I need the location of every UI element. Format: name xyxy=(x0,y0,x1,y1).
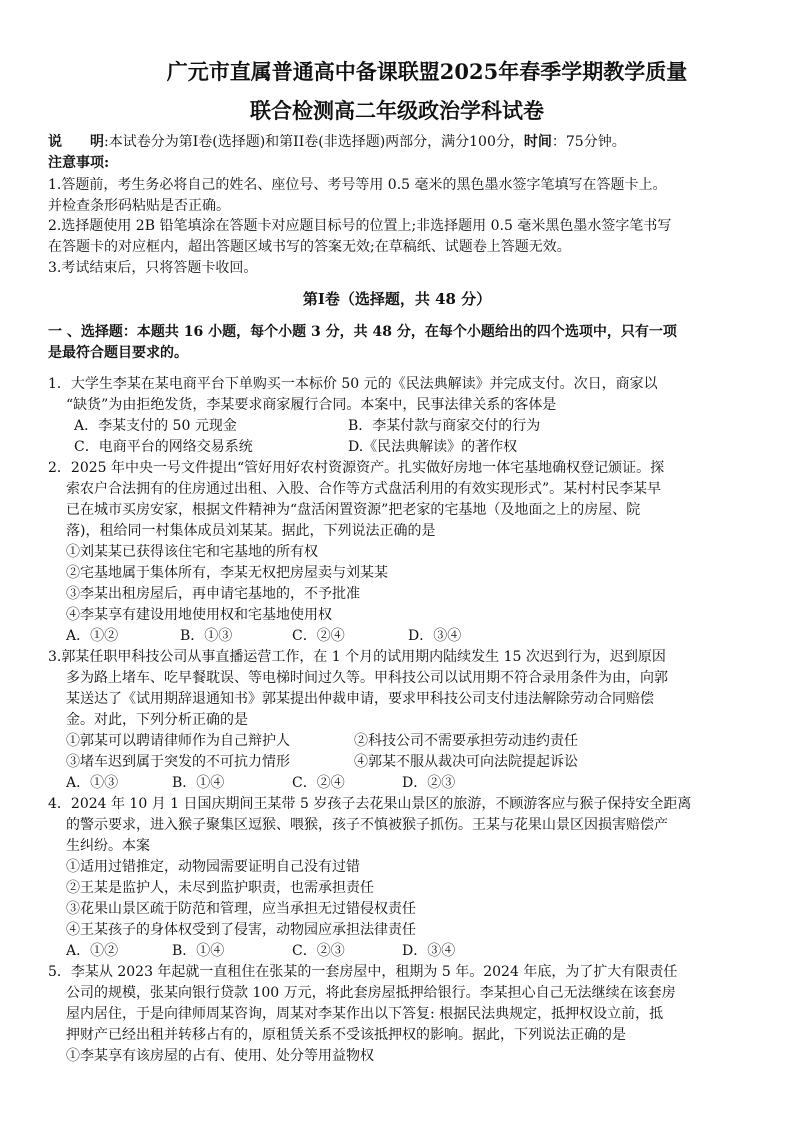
section-instruction: 是最符合题目要求的。 xyxy=(48,345,188,361)
question-5-text: 押财产已经出租并转移占有的，原租赁关系不受该抵押权的影响。据此，下列说法正确的是 xyxy=(66,1027,626,1043)
exam-title-line2: 联合检测高二年级政治学科试卷 xyxy=(250,98,544,123)
question-2-option-d: D．③④ xyxy=(408,628,462,644)
note-label: 说 明 xyxy=(48,134,104,150)
question-2-statement: ①刘某某已获得该住宅和宅基地的所有权 xyxy=(66,544,318,560)
attention-item: 1.答题前，考生务必将自己的姓名、座位号、考号等用 0.5 毫米的黑色墨水签字笔填写在答题卡上。 xyxy=(48,177,667,193)
exam-title-line1: 广元市直属普通高中备课联盟2025年春季学期教学质量 xyxy=(166,59,688,84)
time-label: 时间 xyxy=(523,134,552,150)
question-1-option-a: A．李某支付的 50 元现金 xyxy=(74,418,237,434)
question-3-text: 3.郭某任职甲科技公司从事直播运营工作，在 1 个月的试用期内陆续发生 15 次迟到行为，迟到原因 xyxy=(48,649,666,665)
question-2-text: 落)，租给同一村集体成员刘某某。据此，下列说法正确的是 xyxy=(66,523,436,539)
question-1-option-c: C．电商平台的网络交易系统 xyxy=(74,439,253,455)
question-2-text: 索农户合法拥有的住房通过出租、入股、合作等方式盘活利用的有效实现形式”。某村村民李某早 xyxy=(66,481,662,497)
question-1-text: “缺货”为由拒绝发货，李某要求商家履行合同。本案中，民事法律关系的客体是 xyxy=(66,397,557,413)
question-3-text: 某送达了《试用期辞退通知书》郭某提出仲裁申请，要求甲科技公司支付违法解除劳动合同赔偿 xyxy=(66,691,654,707)
attention-item: 3.考试结束后，只将答题卡收回。 xyxy=(48,260,258,276)
section-instruction: 一 、选择题：本题共 16 小题，每个小题 3 分，共 48 分，在每个小题给出的四个选项中，只有一项 xyxy=(48,324,677,340)
attention-item: 并检查条形码粘贴是否正确。 xyxy=(48,198,230,214)
question-4-option-c: C．②③ xyxy=(292,943,345,959)
question-4-statement: ④王某孩子的身体权受到了侵害，动物园应承担法律责任 xyxy=(66,922,416,938)
attention-item: 2.选择题使用 2B 铅笔填涂在答题卡对应题目标号的位置上;非选择题用 0.5 毫米黑色墨水签字笔书写 xyxy=(48,218,672,234)
question-1-option-d: D.《民法典解读》的著作权 xyxy=(348,439,518,455)
question-4-option-d: D．③④ xyxy=(402,943,456,959)
question-2-statement: ③李某出租房屋后，再申请宅基地的，不予批准 xyxy=(66,586,360,602)
question-3-option-d: D．②③ xyxy=(402,775,456,791)
time-value: ：75分钟。 xyxy=(551,134,626,150)
question-3-option-a: A．①③ xyxy=(66,775,119,791)
question-3-statement: ②科技公司不需要承担劳动违约责任 xyxy=(354,733,578,749)
attention-item: 在答题卡的对应框内，超出答题区域书写的答案无效;在草稿纸、试题卷上答题无效。 xyxy=(48,239,571,255)
question-4-text: 的警示要求，进入猴子聚集区逗猴、喂猴，孩子不慎被猴子抓伤。王某与花果山景区因损害赔偿产 xyxy=(66,817,668,833)
question-4-option-a: A．①② xyxy=(66,943,119,959)
question-4-text: 4．2024 年 10 月 1 日国庆期间王某带 5 岁孩子去花果山景区的旅游，不顾游客应与猴子保持安全距离 xyxy=(48,796,692,812)
question-3-text: 金。对此，下列分析正确的是 xyxy=(66,712,248,728)
question-4-statement: ①适用过错推定，动物园需要证明自己没有过错 xyxy=(66,859,360,875)
question-2-text: 2．2025 年中央一号文件提出“管好用好农村资源资产。扎实做好房地一体宅基地确权登记颁证。探 xyxy=(48,460,665,476)
question-1-option-b: B．李某付款与商家交付的行为 xyxy=(348,418,541,434)
question-1-text: 1．大学生李某在某电商平台下单购买一本标价 50 元的《民法典解读》并完成支付。次日，商家以 xyxy=(48,376,658,392)
question-3-statement: ③堵车迟到属于突发的不可抗力情形 xyxy=(66,754,290,770)
question-2-option-b: B．①③ xyxy=(180,628,233,644)
attention-heading: 注意事项: xyxy=(48,155,110,171)
question-2-statement: ④李某享有建设用地使用权和宅基地使用权 xyxy=(66,607,332,623)
question-3-option-c: C．②④ xyxy=(292,775,345,791)
exam-note xyxy=(48,132,626,152)
question-3-option-b: B．①④ xyxy=(172,775,225,791)
question-4-statement: ②王某是监护人，未尽到监护职责，也需承担责任 xyxy=(66,880,374,896)
question-2-option-c: C．②④ xyxy=(292,628,345,644)
question-2-text: 已在城市买房安家，根据文件精神为“盘活闲置资源”把老家的宅基地（及地面之上的房屋、院 xyxy=(66,502,641,518)
question-4-statement: ③花果山景区疏于防范和管理，应当承担无过错侵权责任 xyxy=(66,901,416,917)
question-3-text: 多为路上堵车、吃早餐耽误、等电梯时间过久等。甲科技公司以试用期不符合录用条件为由，向郭 xyxy=(66,670,668,686)
question-5-statement: ①李某享有该房屋的占有、使用、处分等用益物权 xyxy=(66,1048,374,1064)
question-5-text: 屋内居住，于是向律师周某咨询，周某对李某作出以下答复: 根据民法典规定，抵押权设立前，抵 xyxy=(66,1006,664,1022)
note-text: :本试卷分为第Ⅰ卷(选择题)和第II卷(非选择题)两部分，满分100分， xyxy=(104,134,524,150)
question-3-statement: ①郭某可以聘请律师作为自己辩护人 xyxy=(66,733,290,749)
section-title: 第Ⅰ卷（选择题，共 48 分） xyxy=(302,290,492,308)
question-5-text: 5．李某从 2023 年起就一直租住在张某的一套房屋中，租期为 5 年。2024 年底，为了扩大有限责任 xyxy=(48,964,678,980)
question-5-text: 公司的规模，张某向银行贷款 100 万元，将此套房屋抵押给银行。李某担心自己无法继续在该套房 xyxy=(66,985,676,1001)
question-4-text: 生纠纷。本案 xyxy=(66,838,150,854)
question-3-statement: ④郭某不服从裁决可向法院提起诉讼 xyxy=(354,754,578,770)
question-2-option-a: A．①② xyxy=(66,628,119,644)
question-4-option-b: B．①④ xyxy=(172,943,225,959)
question-2-statement: ②宅基地属于集体所有，李某无权把房屋卖与刘某某 xyxy=(66,565,388,581)
